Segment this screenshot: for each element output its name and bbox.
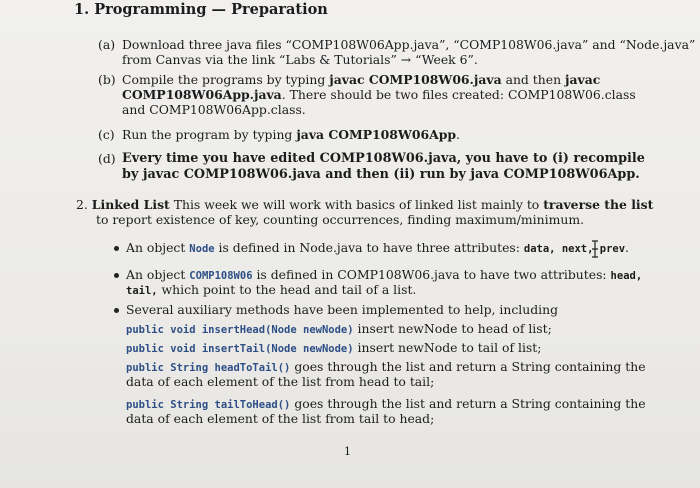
method-insert-tail <box>126 340 541 357</box>
item-c-text: Run the program by typing <box>122 127 297 142</box>
item-c-text: . <box>456 127 460 142</box>
method-signature: public String tailToHead() <box>126 399 291 411</box>
item-c-command: java COMP108W06App <box>296 127 457 142</box>
section-title-part-a: Programming <box>94 1 207 18</box>
title-dash: — <box>211 1 227 18</box>
item-b-line-2 <box>122 87 636 102</box>
bullet-2-line-2 <box>126 282 416 299</box>
section-number: 2. <box>76 197 88 212</box>
section-1-heading <box>74 2 328 17</box>
method-insert-head <box>126 321 552 338</box>
item-b-command-1: javac COMP108W06.java <box>329 72 502 87</box>
method-description: goes through the list and return a String containing the <box>290 396 646 411</box>
item-b-line-3: and COMP108W06App.class. <box>122 102 306 117</box>
item-b-line-1 <box>122 72 600 87</box>
bullet-text: which point to the head and tail of a list. <box>157 282 417 297</box>
item-a-line-2: from Canvas via the link “Labs & Tutorials” → “Week 6”. <box>122 52 478 67</box>
method-description: insert newNode to tail of list; <box>353 340 542 355</box>
method-signature: public String headToTail() <box>126 362 291 374</box>
item-a-line-1: Download three java files “COMP108W06App.java”, “COMP108W06.java” and “Node.java” <box>122 37 696 52</box>
item-d-line-2: by javac COMP108W06.java and then (ii) run by java COMP108W06App. <box>122 167 640 182</box>
text-cursor-icon <box>590 240 600 258</box>
code-head: head, <box>610 270 643 282</box>
item-b-text: Compile the programs by typing <box>122 72 330 87</box>
item-a-label: (a) <box>98 37 116 52</box>
section-title-part-b: Preparation <box>231 1 328 18</box>
item-b-text: . There should be two files created: COMP108W06.class <box>281 87 636 102</box>
bullet-dot <box>114 273 119 278</box>
section-2-intro-line-2: to report existence of key, counting occurrences, finding maximum/minimum. <box>96 212 585 227</box>
method-description: goes through the list and return a String containing the <box>290 359 646 374</box>
bullet-text: is defined in Node.java to have three attributes: <box>214 240 524 255</box>
page-number: 1 <box>344 445 351 458</box>
bullet-dot <box>114 308 119 313</box>
code-comp108w06: COMP108W06 <box>189 270 253 282</box>
bullet-3-line-1: Several auxiliary methods have been implemented to help, including <box>126 302 559 317</box>
bullet-text: . <box>625 240 629 255</box>
item-b-text: and then <box>501 72 566 87</box>
code-node: Node <box>189 243 215 255</box>
bullet-1-line <box>126 240 629 257</box>
code-tail: tail, <box>126 285 158 297</box>
intro-emphasis: traverse the list <box>543 197 654 212</box>
code-attributes: data, next, prev <box>523 243 626 255</box>
method-signature: public void insertTail(Node newNode) <box>126 343 354 355</box>
section-2-heading <box>76 197 653 212</box>
section-number: 1. <box>74 1 90 18</box>
method-description: insert newNode to head of list; <box>353 321 552 336</box>
item-b-label: (b) <box>98 72 116 87</box>
item-b-command-2-cont: COMP108W06App.java <box>122 87 282 102</box>
bullet-dot <box>114 246 119 251</box>
bullet-text: is defined in COMP108W06.java to have two attributes: <box>252 267 611 282</box>
item-d-line-1: Every time you have edited COMP108W06.java, you have to (i) recompile <box>122 151 645 166</box>
item-c-label: (c) <box>98 127 115 142</box>
item-b-command-2: javac <box>565 72 601 87</box>
method-tail-to-head-line-2: data of each element of the list from tail to head; <box>126 411 435 426</box>
section-title: Linked List <box>91 197 170 212</box>
item-c-line <box>122 127 460 142</box>
bullet-text: An object <box>126 240 190 255</box>
method-signature: public void insertHead(Node newNode) <box>126 324 354 336</box>
bullet-text: An object <box>126 267 190 282</box>
item-d-label: (d) <box>98 151 116 166</box>
intro-text: This week we will work with basics of linked list mainly to <box>169 197 544 212</box>
method-head-to-tail-line-2: data of each element of the list from head to tail; <box>126 374 435 389</box>
